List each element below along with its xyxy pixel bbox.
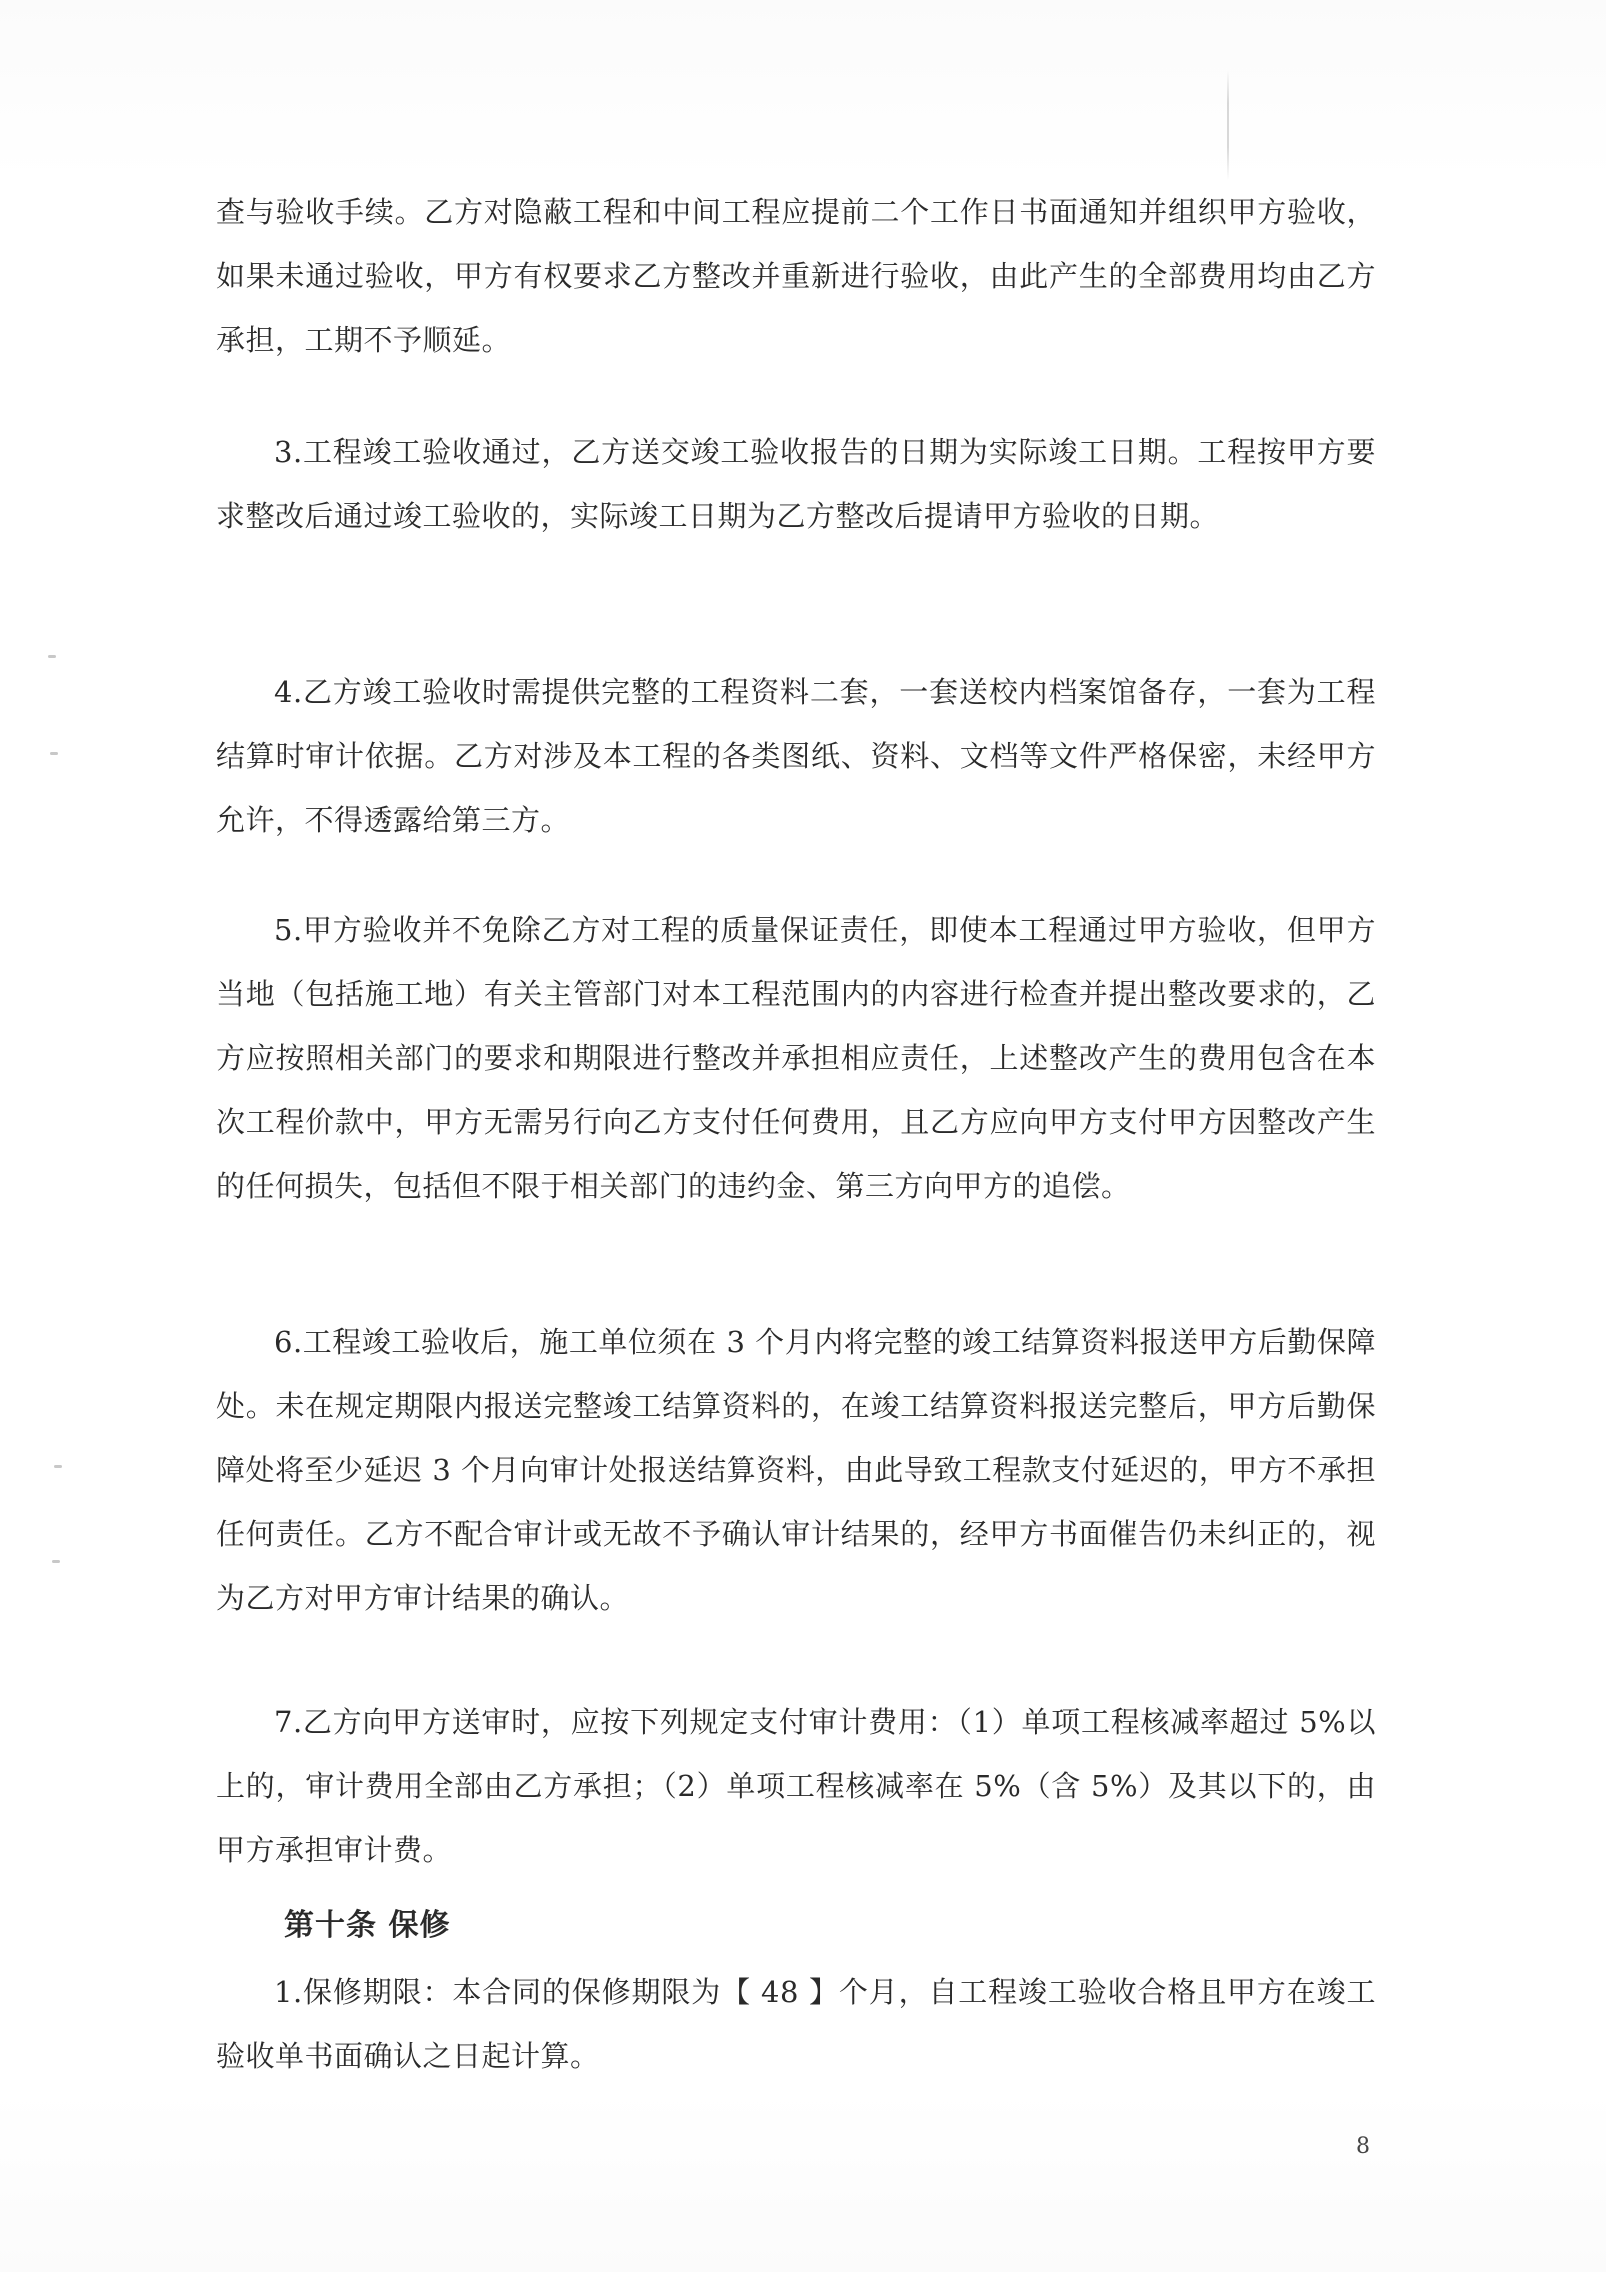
scan-speck [50,752,58,755]
scan-artifact-line [1227,70,1229,180]
paragraph-clause-7: 7.乙方向甲方送审时，应按下列规定支付审计费用：（1）单项工程核减率超过 5%以上的，审计费用全部由乙方承担；（2）单项工程核减率在 5%（含 5%）及其以下的，由甲方承担审计费。 [216,1705,1376,1867]
scan-speck [54,1465,62,1468]
page-number: 8 [1356,2134,1370,2159]
paragraph-clause-5: 5.甲方验收并不免除乙方对工程的质量保证责任，即使本工程通过甲方验收，但甲方当地（包括施工地）有关主管部门对本工程范围内的内容进行检查并提出整改要求的，乙方应按照相关部门的要求和期限进行整改并承担相应责任，上述整改产生的费用包含在本次工程价款中，甲方无需另行向乙方支付任何费用，且乙方应向甲方支付甲方因整改产生的任何损失，包括但不限于相关部门的违约金、第三方向甲方的追偿。 [216,913,1376,1203]
section-heading-warranty: 第十条 保修 [284,1908,451,1943]
scan-speck [48,655,56,658]
paragraph-clause-6: 6.工程竣工验收后，施工单位须在 3 个月内将完整的竣工结算资料报送甲方后勤保障处。未在规定期限内报送完整竣工结算资料的，在竣工结算资料报送完整后，甲方后勤保障处将至少延迟 3 个月向审计处报送结算资料，由此导致工程款支付延迟的，甲方不承担任何责任。乙方不配合审计或无故不予确认审计结果的，经甲方书面催告仍未纠正的，视为乙方对甲方审计结果的确认。 [216,1325,1376,1615]
paragraph-acceptance-continued: 查与验收手续。乙方对隐蔽工程和中间工程应提前二个工作日书面通知并组织甲方验收，如果未通过验收，甲方有权要求乙方整改并重新进行验收，由此产生的全部费用均由乙方承担，工期不予顺延。 [216,195,1376,357]
paragraph-clause-3: 3.工程竣工验收通过，乙方送交竣工验收报告的日期为实际竣工日期。工程按甲方要求整改后通过竣工验收的，实际竣工日期为乙方整改后提请甲方验收的日期。 [216,435,1376,533]
paragraph-warranty-period: 1.保修期限：本合同的保修期限为【 48 】个月，自工程竣工验收合格且甲方在竣工验收单书面确认之日起计算。 [216,1975,1376,2073]
paragraph-clause-4: 4.乙方竣工验收时需提供完整的工程资料二套，一套送校内档案馆备存，一套为工程结算时审计依据。乙方对涉及本工程的各类图纸、资料、文档等文件严格保密，未经甲方允许，不得透露给第三方。 [216,675,1376,837]
scan-speck [52,1560,60,1563]
